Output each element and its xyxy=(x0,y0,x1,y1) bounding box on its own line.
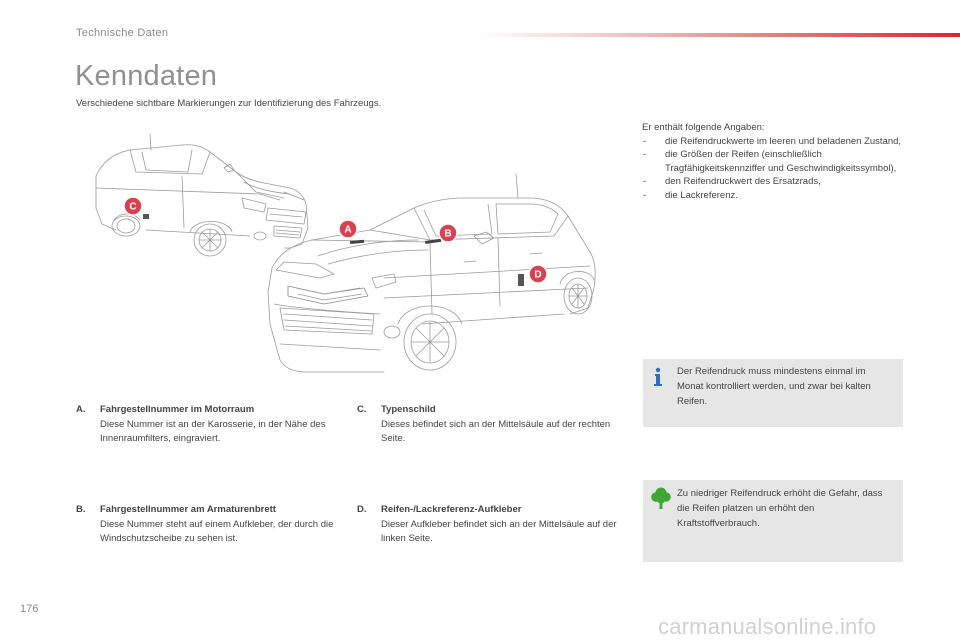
legend-letter: D. xyxy=(357,504,367,515)
legend-description: Dieses befindet sich an der Mittelsäule auf der rechten Seite. xyxy=(381,418,611,444)
legend-title: Typenschild xyxy=(381,404,436,415)
list-item: - den Reifendruckwert des Ersatzrads, xyxy=(642,175,912,189)
tree-icon xyxy=(651,486,671,510)
legend-letter: A. xyxy=(76,404,86,415)
id-plates xyxy=(143,214,524,286)
marker-c xyxy=(124,197,142,215)
legend-description: Dieser Aufkleber befindet sich an der Mittelsäule auf der linken Seite. xyxy=(381,518,617,544)
marker-d xyxy=(529,265,547,283)
info-icon xyxy=(651,367,665,387)
marker-d-label: D xyxy=(534,269,542,281)
list-item: - die Größen der Reifen (einschließlich Tragfähigkeitskennziffer und Geschwindigkeitssymbol), xyxy=(642,148,912,175)
marker-a-label: A xyxy=(344,224,352,236)
marker-b xyxy=(439,224,457,242)
legend-item-c xyxy=(357,403,617,447)
marker-b-label: B xyxy=(444,228,452,240)
legend-title: Fahrgestellnummer im Motorraum xyxy=(100,404,255,415)
legend-letter: C. xyxy=(357,404,367,415)
header-accent-bar xyxy=(478,33,960,37)
eco-tip-box xyxy=(643,480,903,562)
rear-car-outline xyxy=(96,134,308,256)
legend-item-d xyxy=(357,503,617,547)
legend-description: Diese Nummer steht auf einem Aufkleber, der durch die Windschutzscheibe zu sehen ist. xyxy=(100,518,334,544)
legend-item-b xyxy=(76,503,338,547)
legend-title: Fahrgestellnummer am Armaturenbrett xyxy=(100,504,276,515)
legend-description: Diese Nummer ist an der Karosserie, in der Nähe des Innenraumfilters, eingraviert. xyxy=(100,418,326,444)
label-contents-lead: Er enthält folgende Angaben: xyxy=(642,122,765,133)
page-title: Kenndaten xyxy=(75,60,218,92)
list-item: - die Reifendruckwerte im leeren und beladenen Zustand, xyxy=(642,135,912,149)
watermark: carmanualsonline.info xyxy=(658,614,877,639)
vehicle-illustration xyxy=(84,128,604,386)
label-contents-list xyxy=(642,135,912,203)
list-item: - die Lackreferenz. xyxy=(642,189,912,203)
legend-item-a xyxy=(76,403,338,447)
tire-pressure-info-text: Der Reifendruck muss mindestens einmal im Monat kontrolliert werden, und zwar bei kalten Reifen. xyxy=(677,366,871,407)
label-contents xyxy=(642,121,912,202)
marker-c-label: C xyxy=(129,201,137,213)
intro-text: Verschiedene sichtbare Markierungen zur Identifizierung des Fahrzeugs. xyxy=(76,98,382,109)
tire-pressure-info-box xyxy=(643,359,903,427)
eco-tip-text: Zu niedriger Reifendruck erhöht die Gefahr, dass die Reifen platzen un erhöht den Kraftstoffverbrauch. xyxy=(677,488,883,529)
legend-letter: B. xyxy=(76,504,86,515)
legend-title: Reifen-/Lackreferenz-Aufkleber xyxy=(381,504,522,515)
marker-a xyxy=(339,220,357,238)
page-number: 176 xyxy=(20,603,39,615)
section-title: Technische Daten xyxy=(76,27,169,39)
